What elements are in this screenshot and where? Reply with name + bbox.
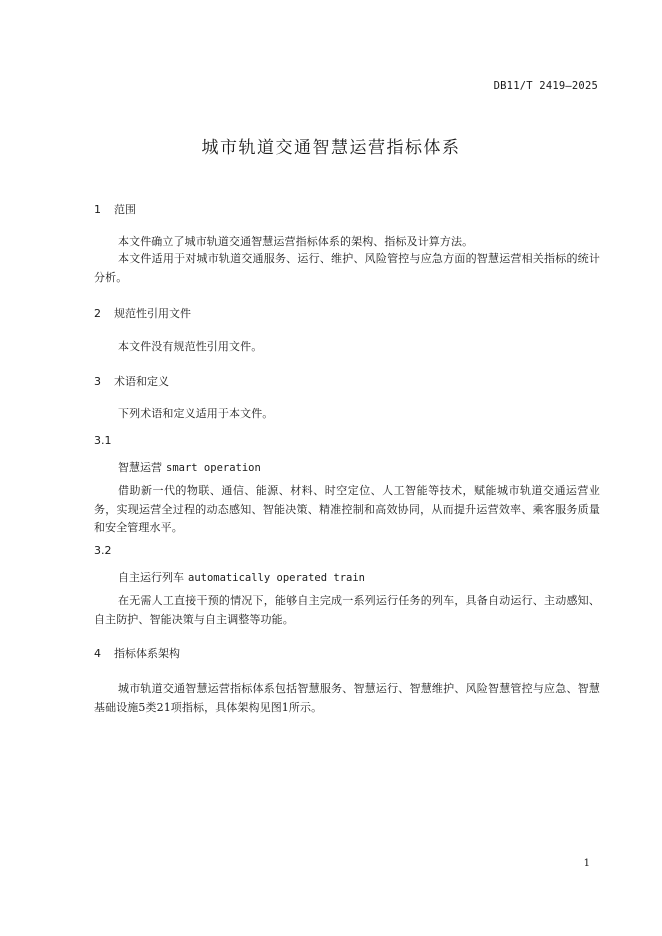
section-number: 3 xyxy=(94,375,101,388)
term-en: smart operation xyxy=(166,462,261,474)
document-title: 城市轨道交通智慧运营指标体系 xyxy=(201,138,461,158)
section-2-paragraph-1: 本文件没有规范性引用文件。 xyxy=(118,340,263,353)
section-title: 范围 xyxy=(114,203,136,216)
section-number: 1 xyxy=(94,203,101,216)
section-4-paragraph-1: 城市轨道交通智慧运营指标体系包括智慧服务、智慧运行、智慧维护、风险智慧管控与应急、智慧基础设施5类21项指标，具体架构见图1所示。 xyxy=(94,682,600,714)
term-3-2-number: 3.2 xyxy=(94,544,112,557)
term-3-2-definition: 在无需人工直接干预的情况下，能够自主完成一系列运行任务的列车，具备自动运行、主动感知、自主防护、智能决策与自主调整等功能。 xyxy=(94,594,600,626)
term-en: automatically operated train xyxy=(188,572,366,584)
term-zh: 智慧运营 xyxy=(118,461,162,474)
section-number: 4 xyxy=(94,647,101,660)
term-3-1-definition: 借助新一代的物联、通信、能源、材料、时空定位、人工智能等技术，赋能城市轨道交通运营业务，实现运营全过程的动态感知、智能决策、精准控制和高效协同，从而提升运营效率、乘客服务质量和安全管理水平。 xyxy=(94,484,600,534)
section-1-paragraph-1: 本文件确立了城市轨道交通智慧运营指标体系的架构、指标及计算方法。 xyxy=(118,235,474,248)
term-3-2-entry xyxy=(118,569,365,585)
term-zh: 自主运行列车 xyxy=(118,571,184,584)
term-3-1-number: 3.1 xyxy=(94,434,112,447)
section-title: 指标体系架构 xyxy=(114,647,180,660)
page-number: 1 xyxy=(583,858,590,869)
section-4-heading xyxy=(94,645,180,661)
section-1-heading xyxy=(94,201,136,217)
section-number: 2 xyxy=(94,307,101,320)
section-title: 规范性引用文件 xyxy=(114,307,191,320)
section-3-heading xyxy=(94,373,169,389)
term-3-1-entry xyxy=(118,459,261,475)
section-title: 术语和定义 xyxy=(114,375,169,388)
standard-code: DB11/T 2419—2025 xyxy=(493,80,598,92)
section-2-heading xyxy=(94,305,191,321)
section-1-paragraph-2: 本文件适用于对城市轨道交通服务、运行、维护、风险管控与应急方面的智慧运营相关指标的统计分析。 xyxy=(94,252,600,284)
section-3-paragraph-1: 下列术语和定义适用于本文件。 xyxy=(118,407,274,420)
